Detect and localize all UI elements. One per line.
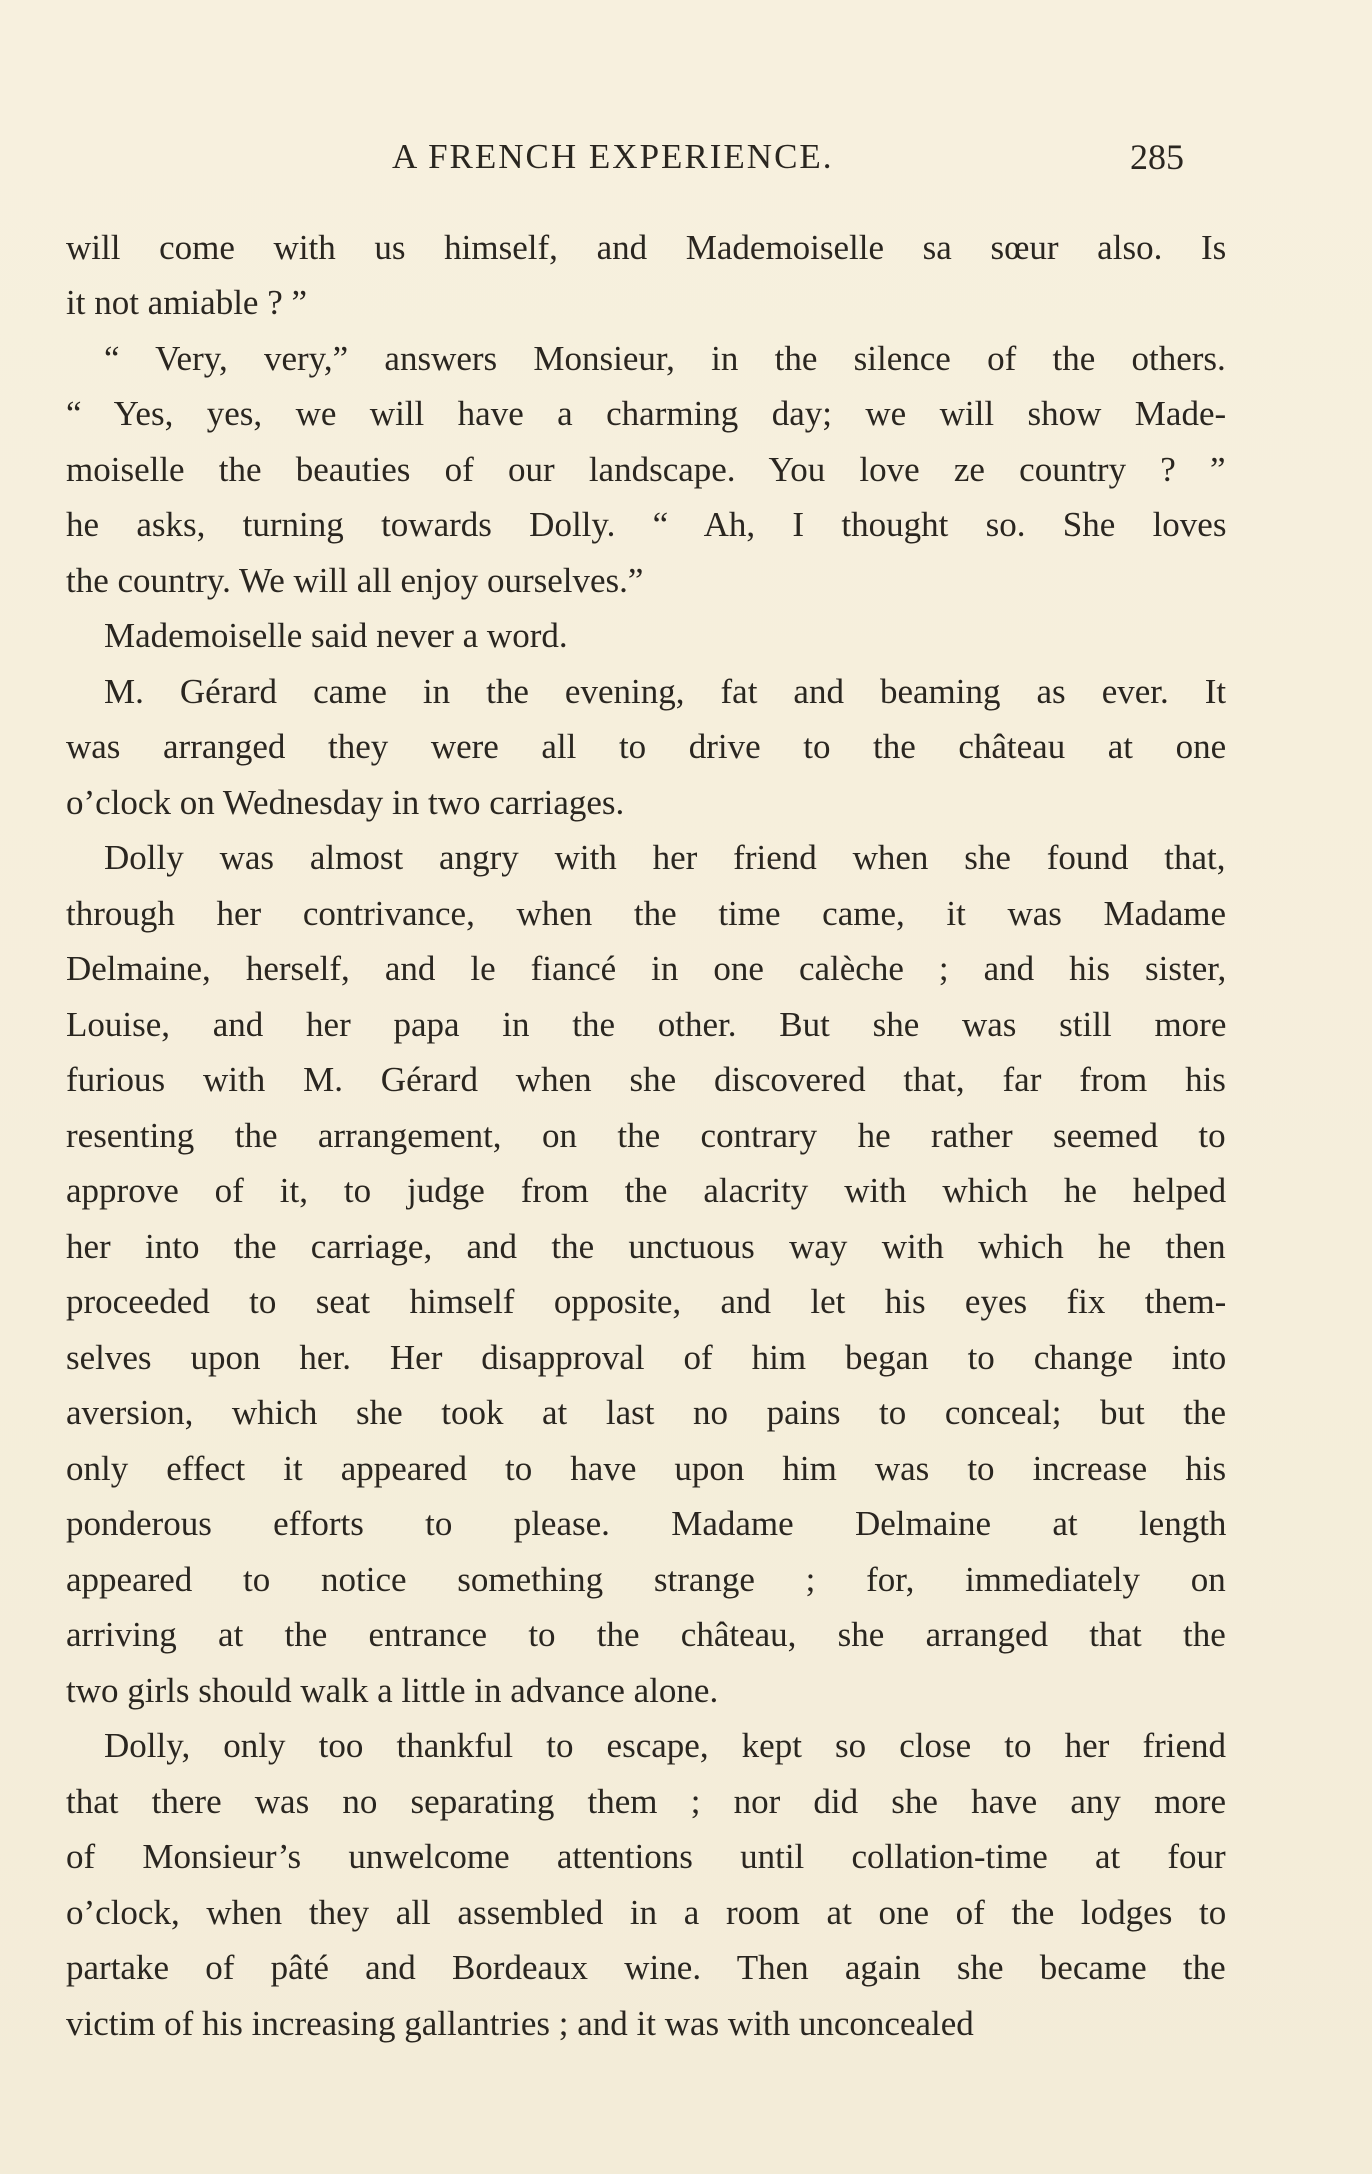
- running-title: A FRENCH EXPERIENCE.: [392, 137, 834, 176]
- text-line: “ Yes, yes, we will have a charming day; we will show Made-: [66, 394, 1227, 433]
- text-line: Mademoiselle said never a word.: [104, 616, 568, 655]
- running-head: [0, 132, 1372, 182]
- text-line: “ Very, very,” answers Monsieur, in the silence of the others.: [104, 339, 1226, 378]
- text-line: two girls should walk a little in advance alone.: [66, 1671, 719, 1710]
- text-line: proceeded to seat himself opposite, and let his eyes fix them-: [66, 1282, 1227, 1321]
- text-line: o’clock, when they all assembled in a room at one of the lodges to: [66, 1893, 1227, 1932]
- text-line: of Monsieur’s unwelcome attentions until collation-time at four: [66, 1837, 1226, 1876]
- text-line: Delmaine, herself, and le fiancé in one calèche ; and his sister,: [66, 949, 1227, 988]
- text-line: it not amiable ? ”: [66, 283, 308, 322]
- page-number: 285: [1130, 137, 1184, 177]
- text-line: furious with M. Gérard when she discovered that, far from his: [66, 1060, 1226, 1099]
- text-line: partake of pâté and Bordeaux wine. Then again she became the: [66, 1948, 1226, 1987]
- text-line: only effect it appeared to have upon him was to increase his: [66, 1449, 1227, 1488]
- text-line: the country. We will all enjoy ourselves.”: [66, 561, 644, 600]
- text-line: will come with us himself, and Mademoiselle sa sœur also. Is: [66, 228, 1227, 267]
- text-line: M. Gérard came in the evening, fat and beaming as ever. It: [104, 672, 1227, 711]
- text-line: approve of it, to judge from the alacrity with which he helped: [66, 1171, 1227, 1210]
- text-line: arriving at the entrance to the château, she arranged that the: [66, 1615, 1226, 1654]
- text-line: moiselle the beauties of our landscape. You love ze country ? ”: [66, 450, 1226, 489]
- text-line: her into the carriage, and the unctuous way with which he then: [66, 1227, 1226, 1266]
- text-line: o’clock on Wednesday in two carriages.: [66, 783, 625, 822]
- text-line: Louise, and her papa in the other. But she was still more: [66, 1005, 1227, 1044]
- text-line: that there was no separating them ; nor did she have any more: [66, 1782, 1226, 1821]
- text-line: victim of his increasing gallantries ; and it was with unconcealed: [66, 2004, 974, 2043]
- text-line: selves upon her. Her disapproval of him began to change into: [66, 1338, 1227, 1377]
- text-line: ponderous efforts to please. Madame Delmaine at length: [66, 1504, 1227, 1543]
- text-line: was arranged they were all to drive to the château at one: [66, 727, 1227, 766]
- text-line: Dolly was almost angry with her friend when she found that,: [104, 838, 1226, 877]
- text-line: he asks, turning towards Dolly. “ Ah, I thought so. She loves: [66, 505, 1227, 544]
- text-line: aversion, which she took at last no pains to conceal; but the: [66, 1393, 1227, 1432]
- text-line: Dolly, only too thankful to escape, kept so close to her friend: [104, 1726, 1227, 1765]
- text-line: resenting the arrangement, on the contrary he rather seemed to: [66, 1116, 1226, 1155]
- text-line: through her contrivance, when the time came, it was Madame: [66, 894, 1227, 933]
- text-line: appeared to notice something strange ; for, immediately on: [66, 1560, 1226, 1599]
